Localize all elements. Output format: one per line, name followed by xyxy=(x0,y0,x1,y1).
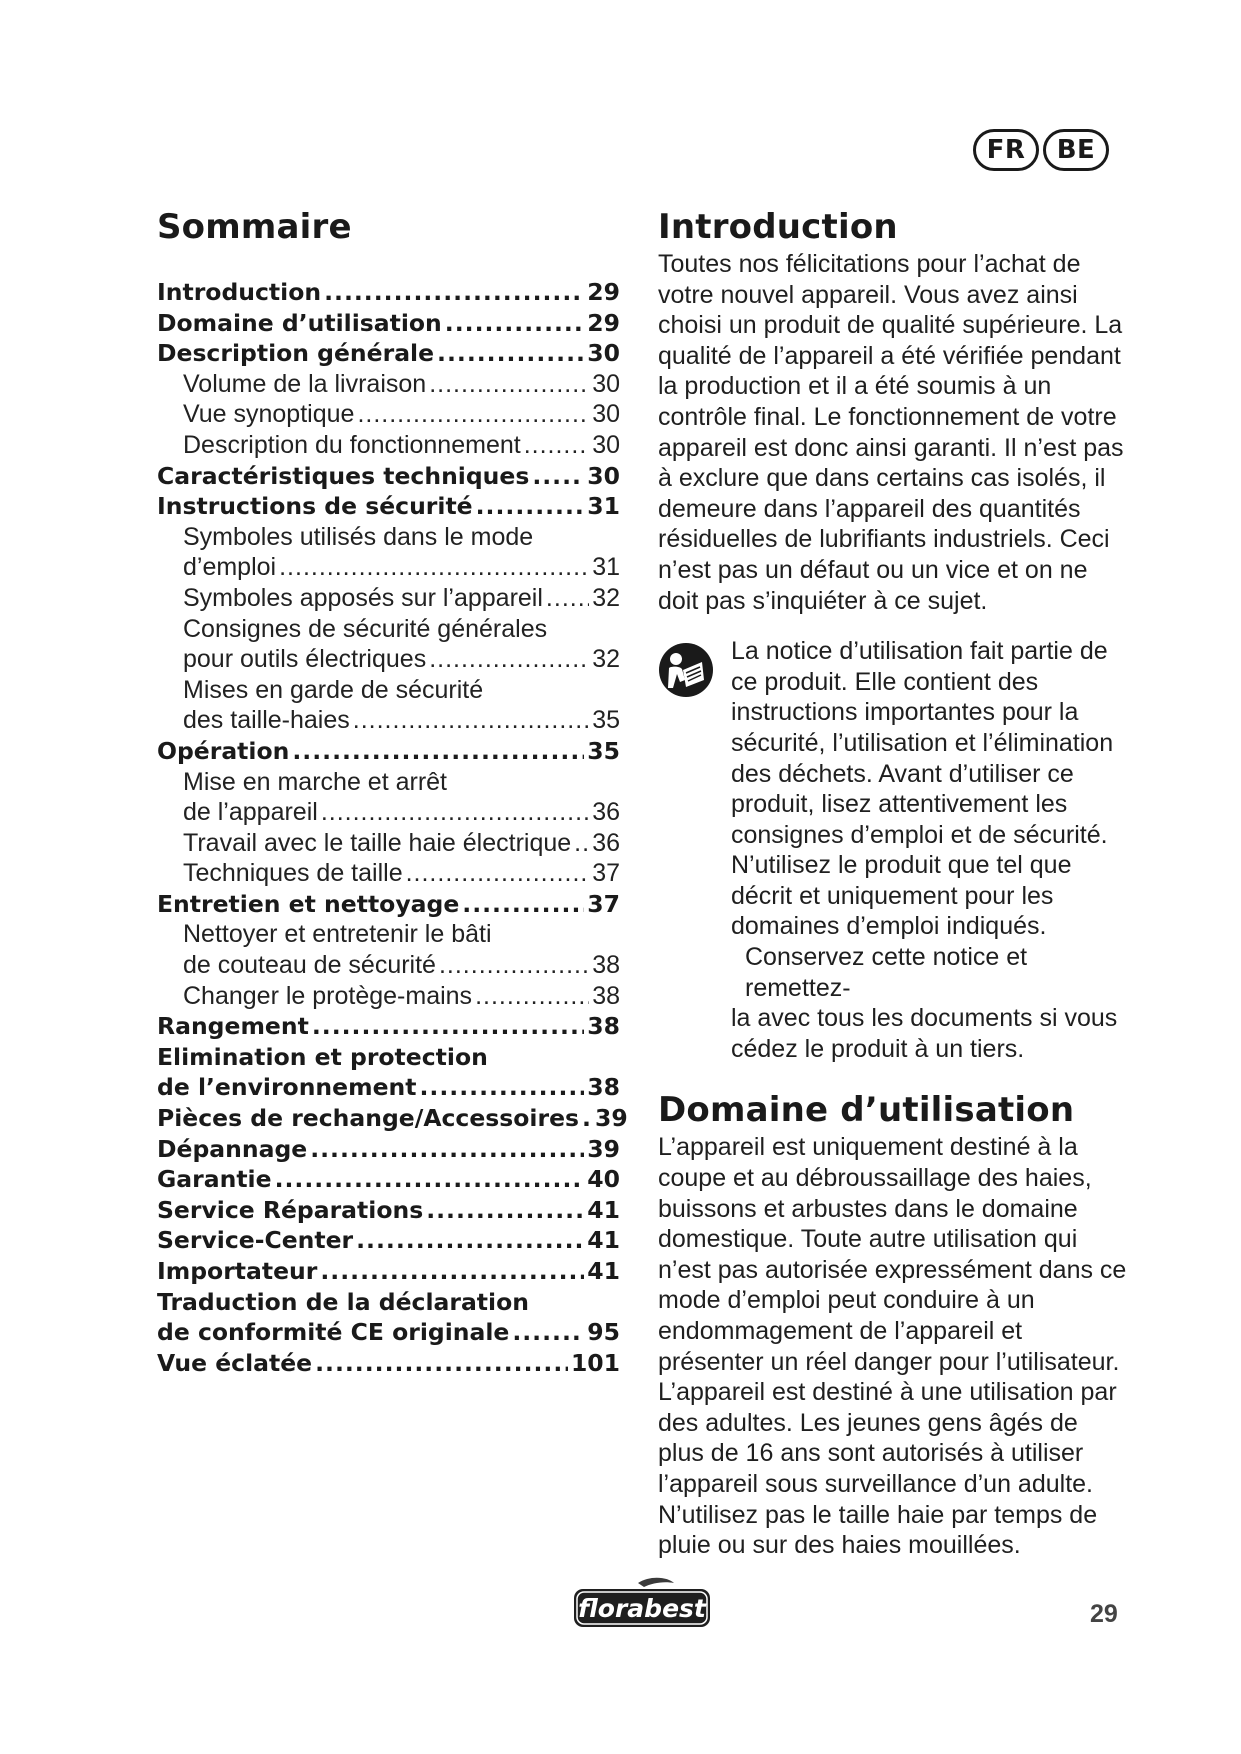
toc-entry-page: 38 xyxy=(587,1012,620,1041)
toc-entry-page: 38 xyxy=(587,1073,620,1102)
toc-entry xyxy=(157,736,620,767)
toc-entry xyxy=(157,1011,620,1042)
brand-name: florabest xyxy=(578,1594,706,1623)
toc-entry xyxy=(157,491,620,522)
toc-entry xyxy=(157,522,620,553)
toc-entry xyxy=(157,1225,620,1256)
keep-notice-line1: Conservez cette notice et remettez- xyxy=(745,943,1028,1002)
toc-entry-page: 41 xyxy=(587,1257,620,1285)
toc-entry-label: Instructions de sécurité xyxy=(157,492,473,521)
toc-entry-label: Mise en marche et arrêt xyxy=(183,767,447,796)
toc-leader-dots xyxy=(546,583,589,614)
toc-entry-page: 31 xyxy=(587,492,620,521)
toc-entry xyxy=(157,981,620,1012)
domaine-text-1: L’appareil est uniquement destiné à la coupe et au débroussaillage des haies, buissons et arbustes dans le domaine domestique. Toute autre utilisation qui n’est pas autorisée expressément dans ce mode d’emploi peut conduire à un endommagement de l’appareil et présenter un réel danger pour l’utilisateur. xyxy=(658,1133,1127,1376)
toc-leader-dots xyxy=(320,1256,584,1287)
toc-entry xyxy=(157,1317,620,1348)
toc-leader-dots xyxy=(429,369,589,400)
toc-leader-dots xyxy=(475,981,589,1012)
toc-entry-page: 39 xyxy=(587,1134,620,1163)
toc-entry xyxy=(157,583,620,614)
manual-notice xyxy=(658,636,1128,1064)
toc-leader-dots xyxy=(310,1134,584,1165)
toc-entry-label: Traduction de la déclaration xyxy=(157,1287,529,1316)
toc-entry-page: 30 xyxy=(587,461,620,490)
toc-entry-page: 38 xyxy=(592,951,620,980)
toc-entry-page: 95 xyxy=(587,1318,620,1347)
toc-entry-label: d’emploi xyxy=(183,553,277,582)
toc-entry-page: 37 xyxy=(592,859,620,888)
toc-entry xyxy=(157,797,620,828)
toc-entry-label: de l’appareil xyxy=(183,798,318,827)
right-column xyxy=(658,205,1128,1561)
language-badge-fr: FR xyxy=(973,129,1039,171)
toc-entry xyxy=(157,1072,620,1103)
toc-entry-page: 32 xyxy=(592,645,620,674)
toc-entry xyxy=(157,430,620,461)
toc-leader-dots xyxy=(279,552,589,583)
toc-entry-label: de l’environnement xyxy=(157,1073,417,1102)
toc-entry xyxy=(157,1134,620,1165)
toc-entry-label: Pièces de rechange/Accessoires xyxy=(157,1104,579,1133)
toc-entry-label: Volume de la livraison xyxy=(183,369,427,398)
toc-entry-label: Service Réparations xyxy=(157,1195,424,1224)
toc-entry-label: Importateur xyxy=(157,1257,318,1285)
toc-entry-label: Description générale xyxy=(157,339,435,368)
toc-title: Sommaire xyxy=(157,207,352,247)
toc-leader-dots xyxy=(312,1011,584,1042)
toc-entry xyxy=(157,1103,628,1134)
toc-leader-dots xyxy=(324,277,584,308)
toc-leader-dots xyxy=(524,430,589,461)
toc-entry xyxy=(157,950,620,981)
toc-entry-page: 29 xyxy=(587,308,620,337)
toc-entry-label: Mises en garde de sécurité xyxy=(183,675,484,704)
toc-entry xyxy=(157,461,620,492)
toc-entry xyxy=(157,1348,620,1379)
domaine-title: Domaine d’utilisation xyxy=(658,1090,1075,1131)
toc-entry-label: Elimination et protection xyxy=(157,1042,488,1071)
keep-notice-line2: la avec tous les documents si vous cédez le produit à un tiers. xyxy=(731,1004,1118,1063)
domaine-text-2: L’appareil est destiné à une utilisation par des adultes. Les jeunes gens âgés de plus de 16 ans sont autorisés à utiliser l’appareil sous surveillance d’un adulte. N’utilisez pas le taille haie par temps de pluie ou sur des haies mouillées. xyxy=(658,1378,1117,1560)
toc-entry-page: 35 xyxy=(587,736,620,765)
toc-entry-page: 36 xyxy=(592,828,620,857)
toc-entry-page: 30 xyxy=(587,339,620,368)
toc-entry-page: 32 xyxy=(592,583,620,612)
toc-entry-page: 101 xyxy=(570,1348,620,1377)
toc-leader-dots xyxy=(292,736,584,767)
toc-entry xyxy=(157,552,620,583)
toc-entry-page: 31 xyxy=(592,553,620,582)
toc-entry-page: 41 xyxy=(587,1226,620,1255)
toc-entry xyxy=(157,644,620,675)
toc-entry-page: 38 xyxy=(592,981,620,1010)
toc-entry xyxy=(157,277,620,308)
toc-entry xyxy=(157,399,620,430)
toc-entry-label: Caractéristiques techniques xyxy=(157,461,530,490)
toc-entry-label: Description du fonctionnement xyxy=(183,430,521,459)
toc-leader-dots xyxy=(315,1348,568,1379)
introduction-title: Introduction xyxy=(658,207,898,247)
toc-entry-label: de conformité CE originale xyxy=(157,1318,510,1347)
introduction-text: Toutes nos félicitations pour l’achat de votre nouvel appareil. Vous avez ainsi choisi un produit de qualité supérieure. La qualité de l’appareil a été vérifiée pendant la production et il a été soumis à un contrôle final. Le fonctionnement de votre appareil est donc ainsi garanti. Il n’est pas à exclure que dans certains cas isolés, il demeure dans l’appareil des quantités résiduelles de lubrifiants industriels. Ceci n’est pas un défaut ou un vice et on ne doit pas s’inquiéter à ce sujet. xyxy=(658,250,1124,615)
toc-leader-dots xyxy=(476,491,585,522)
notice-text: La notice d’utilisation fait partie de ce produit. Elle contient des instructions importantes pour la sécurité, l’utilisation et l’élimination des déchets. Avant d’utiliser ce produit, lisez attentivement les consignes d’emploi et de sécurité. N’utilisez le produit que tel que décrit et uniquement pour les domaines d’emploi indiqués. xyxy=(731,637,1114,941)
language-badge-be: BE xyxy=(1043,129,1109,171)
toc-entry-page: 30 xyxy=(592,430,620,459)
toc-entry-label: Introduction xyxy=(157,278,322,306)
toc-entry-label: Vue éclatée xyxy=(157,1348,313,1377)
toc-entry-label: pour outils électriques xyxy=(183,645,427,674)
toc-entry-page: 37 xyxy=(587,889,620,918)
toc-entry-label: Garantie xyxy=(157,1165,272,1194)
toc-entry xyxy=(157,828,620,859)
toc-leader-dots xyxy=(512,1317,584,1348)
toc-entry-label: des taille-haies xyxy=(183,706,350,735)
toc-leader-dots xyxy=(353,705,589,736)
toc-entry-label: Domaine d’utilisation xyxy=(157,308,442,337)
toc-leader-dots xyxy=(321,797,589,828)
toc-leader-dots xyxy=(426,1195,584,1226)
toc-leader-dots xyxy=(406,858,590,889)
toc-entry-page: 40 xyxy=(587,1165,620,1194)
toc-leader-dots xyxy=(429,644,589,675)
toc-entry xyxy=(157,1042,620,1073)
toc-list xyxy=(157,277,628,1378)
toc-leader-dots xyxy=(420,1072,585,1103)
toc-entry-label: de couteau de sécurité xyxy=(183,951,436,980)
toc-leader-dots xyxy=(582,1103,592,1134)
toc-entry xyxy=(157,858,620,889)
language-badges xyxy=(973,129,1109,171)
toc-leader-dots xyxy=(439,950,589,981)
toc-entry xyxy=(157,705,620,736)
toc-entry xyxy=(157,889,620,920)
toc-leader-dots xyxy=(437,338,584,369)
toc-entry xyxy=(157,369,620,400)
toc-entry-label: Opération xyxy=(157,736,290,765)
toc-entry-label: Vue synoptique xyxy=(183,400,355,429)
toc-leader-dots xyxy=(357,399,589,430)
toc-entry-page: 39 xyxy=(595,1104,628,1133)
toc-entry-label: Techniques de taille xyxy=(183,859,403,888)
toc-entry-page: 35 xyxy=(592,706,620,735)
florabest-logo xyxy=(572,1577,712,1629)
toc-entry-label: Nettoyer et entretenir le bâti xyxy=(183,920,492,949)
toc-entry xyxy=(157,1164,620,1195)
toc-leader-dots xyxy=(356,1225,584,1256)
toc-entry-label: Symboles apposés sur l’appareil xyxy=(183,583,543,612)
toc-entry-label: Travail avec le taille haie électrique xyxy=(183,828,572,857)
toc-entry xyxy=(157,1256,620,1287)
toc-entry-label: Dépannage xyxy=(157,1134,308,1163)
page-number: 29 xyxy=(1090,1600,1118,1628)
toc-entry-label: Consignes de sécurité générales xyxy=(183,614,548,643)
toc-entry xyxy=(157,919,620,950)
toc-entry-label: Service-Center xyxy=(157,1226,354,1255)
toc-entry xyxy=(157,1287,620,1318)
toc-entry-page: 30 xyxy=(592,369,620,398)
toc-leader-dots xyxy=(445,308,585,339)
toc-entry xyxy=(157,338,620,369)
toc-leader-dots xyxy=(532,461,584,492)
toc-leader-dots xyxy=(275,1164,585,1195)
toc-entry-label: Rangement xyxy=(157,1012,309,1041)
toc-entry xyxy=(157,614,620,645)
toc-entry xyxy=(157,308,620,339)
toc-entry xyxy=(157,1195,620,1226)
toc-entry-page: 30 xyxy=(592,400,620,429)
toc-entry-label: Entretien et nettoyage xyxy=(157,889,460,918)
toc-entry-page: 36 xyxy=(592,798,620,827)
toc-leader-dots xyxy=(462,889,584,920)
read-manual-icon xyxy=(658,642,714,698)
toc-leader-dots xyxy=(574,828,589,859)
toc-entry-page: 41 xyxy=(587,1195,620,1224)
toc-entry-label: Symboles utilisés dans le mode xyxy=(183,522,534,551)
toc-entry-label: Changer le protège-mains xyxy=(183,981,473,1010)
toc-entry xyxy=(157,675,620,706)
toc-entry xyxy=(157,767,620,798)
table-of-contents xyxy=(157,205,628,1378)
toc-entry-page: 29 xyxy=(587,278,620,306)
